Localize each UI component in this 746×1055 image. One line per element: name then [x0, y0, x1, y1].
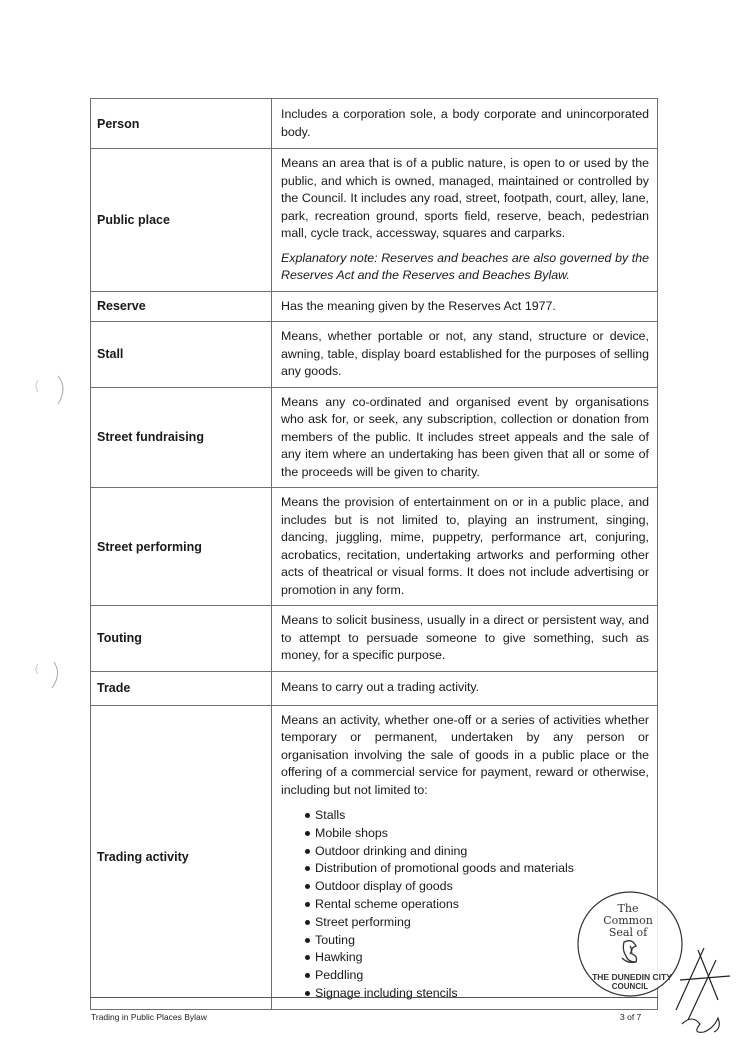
- table-row: [91, 705, 658, 1009]
- term-cell: Public place: [91, 149, 272, 292]
- table-row: [91, 671, 658, 705]
- seal-text-line2: Common: [603, 914, 653, 927]
- list-item: Stalls: [281, 807, 649, 825]
- seal-text-line4: THE DUNEDIN CITY: [592, 972, 672, 982]
- definition-text: Means an area that is of a public nature, is open to or used by the public, and which is owned, managed, maintained or controlled by the Council. It includes any road, street, footpath, court, alley, lane, park, recreation ground, sports field, reserve, beach, pedestrian mall, cycle track, accessway, squares and carparks.: [281, 156, 649, 240]
- definition-text: Means any co-ordinated and organised event by organisations who ask for, or seek, any subscription, collection or donation from members of the public. It includes street appeals and the sale of any item where an undertaking has been given that all or some of the proceeds will be given to charity.: [281, 394, 649, 479]
- list-item: Signage including stencils: [281, 985, 649, 1003]
- term-cell: Person: [91, 99, 272, 149]
- term-cell: Trading activity: [91, 705, 272, 1009]
- table-row: [91, 488, 658, 606]
- scan-artifact: [30, 658, 70, 694]
- list-item: Distribution of promotional goods and materials: [281, 860, 649, 878]
- table-row: [91, 387, 658, 488]
- list-item: Hawking: [281, 949, 649, 967]
- definition-cell: [272, 606, 658, 672]
- term-cell: Trade: [91, 671, 272, 705]
- explanatory-note: Explanatory note: Reserves and beaches are also governed by the Reserves Act and the Reserves and Beaches Bylaw.: [281, 250, 649, 282]
- term-cell: Street fundraising: [91, 387, 272, 488]
- term-cell: Touting: [91, 606, 272, 672]
- table-row: [91, 291, 658, 322]
- seal-text-line3: Seal of: [608, 926, 648, 939]
- definition-text: Means to carry out a trading activity.: [281, 680, 480, 695]
- definition-text: Has the meaning given by the Reserves Act 1977.: [281, 298, 556, 313]
- list-item: Mobile shops: [281, 825, 649, 843]
- table-row: [91, 99, 658, 149]
- list-item: Rental scheme operations: [281, 896, 649, 914]
- definition-text: Means, whether portable or not, any stand, structure or device, awning, table, display board established for the purposes of selling any goods.: [281, 329, 649, 378]
- table-row: [91, 322, 658, 388]
- footer-page-number: 3 of 7: [620, 1012, 642, 1022]
- definition-text: Means to solicit business, usually in a direct or persistent way, and to attempt to persuade someone to give something, such as money, for a specific purpose.: [281, 613, 649, 662]
- signature-mark: [668, 940, 744, 1040]
- term-cell: Reserve: [91, 291, 272, 322]
- term-cell: Stall: [91, 322, 272, 388]
- footer-document-title: Trading in Public Places Bylaw: [91, 1012, 207, 1022]
- definition-cell: [272, 149, 658, 292]
- definition-text: Means the provision of entertainment on or in a public place, and includes but is not limited to, playing an instrument, singing, dancing, juggling, mime, puppetry, performance art, conjuring, acrobatics, recitation, undertaking artworks and performing other acts of theatrical or visual forms. It does not include advertising or promotion in any form.: [281, 495, 649, 597]
- definition-cell: [272, 387, 658, 488]
- list-item: Outdoor drinking and dining: [281, 843, 649, 861]
- definition-text: Means an activity, whether one-off or a series of activities whether temporary or permanent, undertaken by any person or organisation involving the sale of goods in a public place or the offering of a commercial service for payment, reward or otherwise, including but not limited to:: [281, 712, 649, 797]
- definition-cell: [272, 671, 658, 705]
- list-item: Outdoor display of goods: [281, 878, 649, 896]
- definition-text: Includes a corporation sole, a body corporate and unincorporated body.: [281, 107, 649, 139]
- definition-cell: [272, 488, 658, 606]
- list-item: Peddling: [281, 967, 649, 985]
- definition-cell: [272, 291, 658, 322]
- list-item: Touting: [281, 932, 649, 950]
- definition-cell: [272, 322, 658, 388]
- footer-divider: [90, 997, 658, 998]
- term-cell: Street performing: [91, 488, 272, 606]
- definition-cell: [272, 99, 658, 149]
- scan-artifact: [30, 372, 70, 408]
- seal-text-line1: The: [617, 902, 639, 915]
- list-item: Street performing: [281, 914, 649, 932]
- seal-text-line5: COUNCIL: [611, 982, 649, 991]
- definitions-table: [90, 98, 658, 1010]
- table-row: [91, 149, 658, 292]
- table-row: [91, 606, 658, 672]
